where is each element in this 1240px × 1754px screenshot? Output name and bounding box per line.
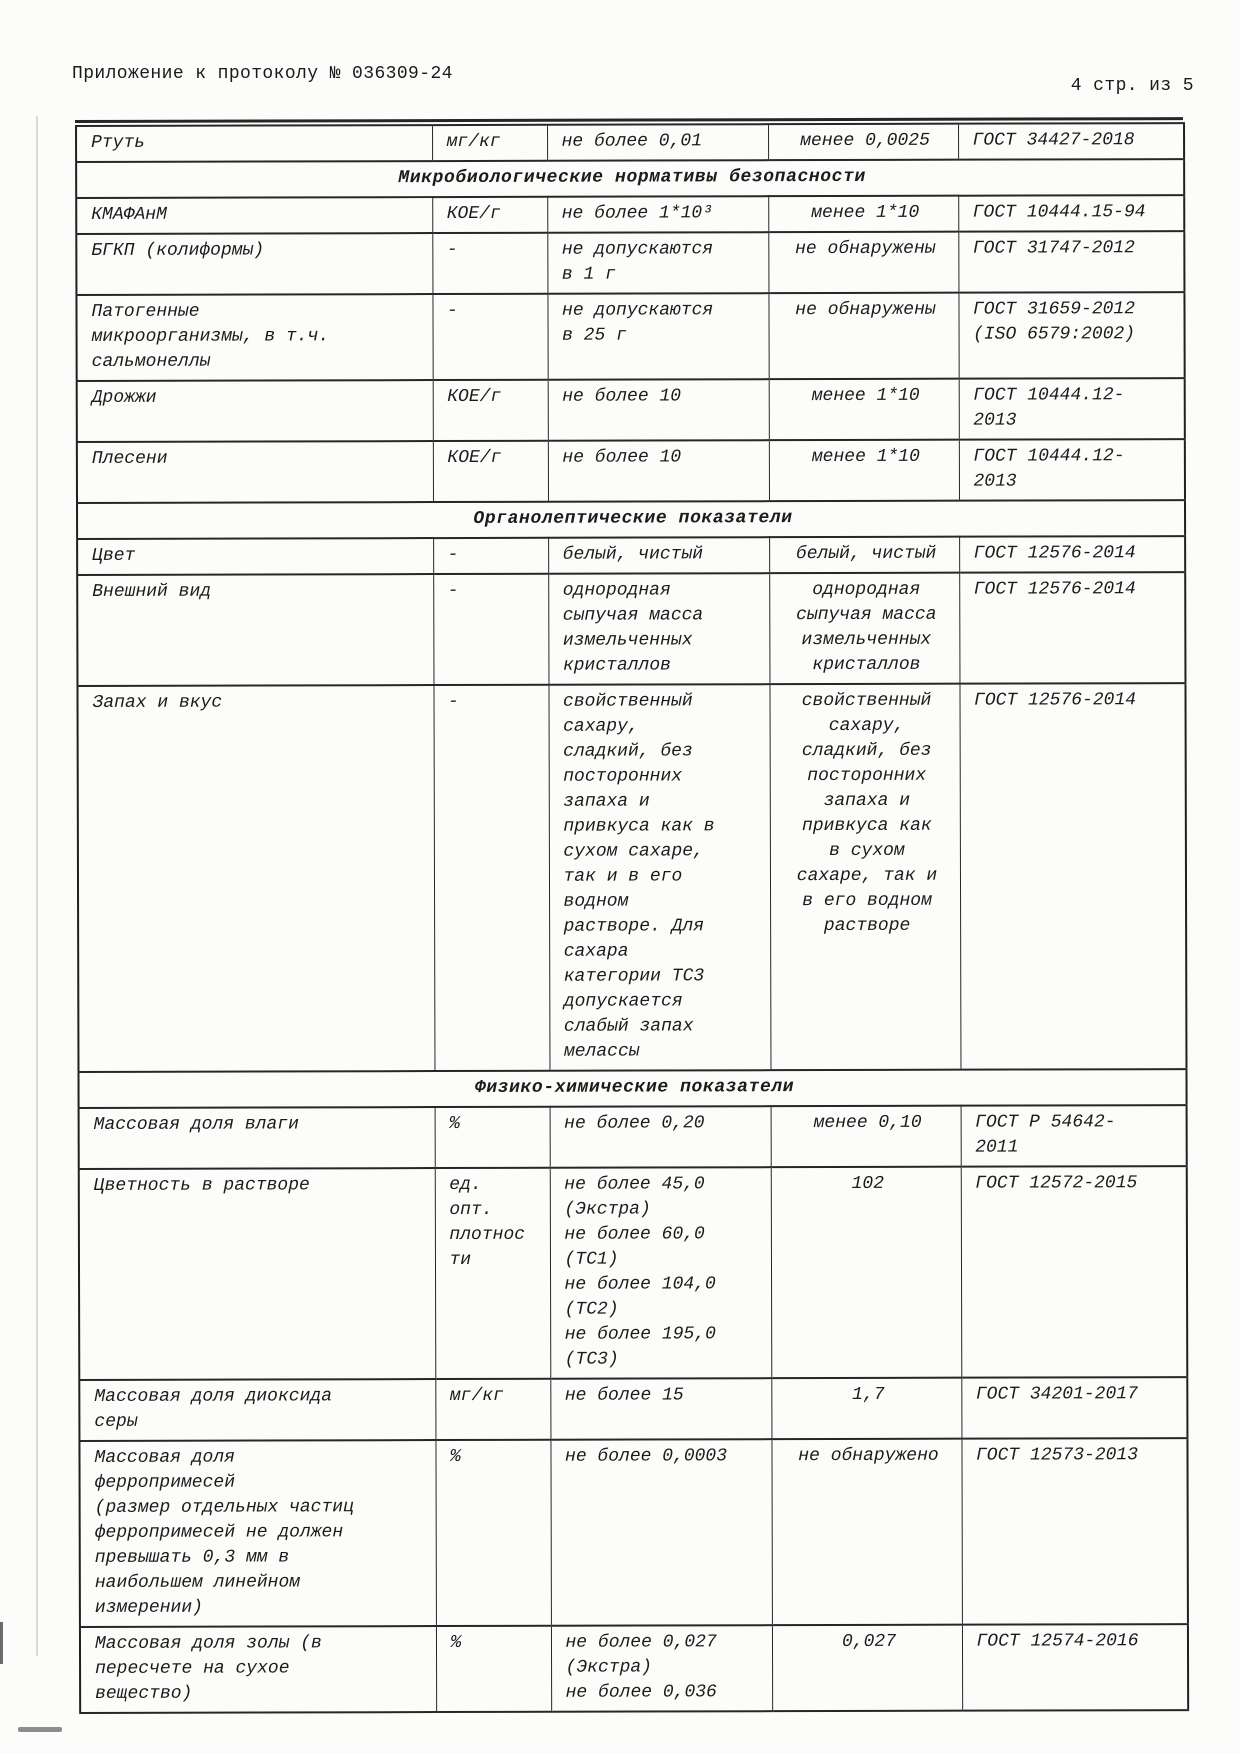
parameter-cell: Запах и вкус <box>77 685 434 1072</box>
method-cell: ГОСТ 12576-2014 <box>959 572 1185 684</box>
unit-cell: - <box>433 538 548 574</box>
result-cell: однородная сыпучая масса измельченных кристаллов <box>769 573 959 684</box>
parameter-cell: Плесени <box>77 441 433 503</box>
norm-cell: не более 0,0003 <box>550 1439 771 1626</box>
result-cell: менее 1*10 <box>769 440 959 501</box>
parameter-cell: Внешний вид <box>77 574 433 686</box>
result-cell: менее 1*10 <box>769 379 959 440</box>
norm-cell: белый, чистый <box>548 537 769 574</box>
table-row <box>79 1438 1187 1627</box>
section-header: Органолептические показатели <box>77 500 1185 539</box>
section-header: Физико-химические показатели <box>78 1069 1186 1108</box>
result-cell: не обнаружены <box>768 293 958 379</box>
results-table-body <box>76 123 1188 1713</box>
result-cell: свойственный сахару, сладкий, без посторонних запаха и привкуса как в сухом сахаре, так и в его водном растворе <box>769 684 960 1070</box>
result-cell: 1,7 <box>771 1378 961 1439</box>
scan-artifact-edge-tick <box>0 1622 3 1664</box>
norm-cell: свойственный сахару, сладкий, без посторонних запаха и привкуса как в сухом сахаре, так и в его водном растворе. Для сахара категории ТС3 допускается слабый запах мелассы <box>548 684 770 1071</box>
norm-cell: не допускаются в 25 г <box>547 293 768 380</box>
unit-cell: - <box>432 294 547 380</box>
method-cell: ГОСТ 12576-2014 <box>959 536 1185 573</box>
norm-cell: не более 0,20 <box>550 1106 771 1168</box>
result-cell: 0,027 <box>772 1625 962 1711</box>
method-cell: ГОСТ 10444.12- 2013 <box>959 378 1185 440</box>
result-cell: менее 0,0025 <box>768 124 958 160</box>
results-table-wrap <box>75 117 1187 1714</box>
unit-cell: % <box>435 1107 550 1168</box>
page-number: 4 стр. из 5 <box>1070 76 1194 96</box>
table-row <box>79 1166 1188 1380</box>
unit-cell: КОЕ/г <box>433 441 548 502</box>
table-row <box>76 231 1184 295</box>
result-cell: не обнаружено <box>771 1439 961 1625</box>
result-cell: менее 1*10 <box>768 196 958 232</box>
table-row <box>77 439 1185 503</box>
parameter-cell: Патогенные микроорганизмы, в т.ч. сальмонеллы <box>76 294 432 381</box>
result-cell: не обнаружены <box>768 232 958 293</box>
result-cell: менее 0,10 <box>771 1106 961 1167</box>
unit-cell: - <box>432 233 547 294</box>
norm-cell: не более 1*10³ <box>547 196 768 233</box>
parameter-cell: Ртуть <box>76 125 432 162</box>
parameter-cell: Массовая доля влаги <box>79 1107 435 1169</box>
norm-cell: не более 15 <box>550 1378 771 1440</box>
unit-cell: КОЕ/г <box>433 380 548 441</box>
method-cell: ГОСТ 12572-2015 <box>961 1166 1188 1378</box>
table-row <box>76 195 1184 234</box>
method-cell: ГОСТ 31659-2012 (ISO 6579:2002) <box>958 292 1184 379</box>
unit-cell: мг/кг <box>432 125 547 161</box>
norm-cell: не более 10 <box>548 379 769 441</box>
table-row <box>77 572 1185 686</box>
scan-artifact-left-margin-line <box>36 116 38 1656</box>
parameter-cell: Массовая доля золы (в пересчете на сухое вещество) <box>80 1626 436 1713</box>
unit-cell: % <box>436 1626 551 1712</box>
section-header: Микробиологические нормативы безопасности <box>76 159 1184 198</box>
parameter-cell: КМАФАнМ <box>76 197 432 234</box>
method-cell: ГОСТ 34201-2017 <box>961 1377 1187 1439</box>
table-row <box>79 1377 1187 1441</box>
method-cell: ГОСТ 12576-2014 <box>959 683 1186 1070</box>
norm-cell: не более 10 <box>548 440 769 502</box>
table-row <box>76 123 1184 162</box>
method-cell: ГОСТ 12574-2016 <box>962 1624 1188 1711</box>
method-cell: ГОСТ 31747-2012 <box>958 231 1184 293</box>
results-table <box>75 122 1189 1714</box>
method-cell: ГОСТ Р 54642- 2011 <box>961 1105 1187 1167</box>
norm-cell: не допускаются в 1 г <box>547 232 768 294</box>
parameter-cell: БГКП (колиформы) <box>76 233 432 295</box>
result-cell: 102 <box>771 1167 962 1378</box>
scan-artifact-bottom-dash <box>18 1727 62 1732</box>
result-cell: белый, чистый <box>769 537 959 573</box>
norm-cell: не более 45,0 (Экстра) не более 60,0 (ТС1) не более 104,0 (ТС2) не более 195,0 (ТС3) <box>550 1167 772 1379</box>
header-title: Приложение к протоколу № 036309-24 <box>72 64 453 84</box>
parameter-cell: Цветность в растворе <box>79 1168 436 1380</box>
unit-cell: КОЕ/г <box>432 197 547 233</box>
method-cell: ГОСТ 34427-2018 <box>958 123 1184 160</box>
section-row <box>76 159 1184 198</box>
table-row <box>80 1624 1188 1713</box>
table-row <box>77 683 1186 1072</box>
norm-cell: не более 0,027 (Экстра) не более 0,036 <box>551 1625 772 1712</box>
method-cell: ГОСТ 10444.12- 2013 <box>959 439 1185 501</box>
unit-cell: ед. опт. плотнос ти <box>435 1168 551 1379</box>
parameter-cell: Дрожжи <box>77 380 433 442</box>
parameter-cell: Массовая доля диоксида серы <box>79 1379 435 1441</box>
section-row <box>77 500 1185 539</box>
unit-cell: - <box>433 574 548 685</box>
method-cell: ГОСТ 12573-2013 <box>961 1438 1187 1625</box>
unit-cell: - <box>433 685 549 1071</box>
section-row <box>78 1069 1186 1108</box>
unit-cell: мг/кг <box>435 1379 550 1440</box>
table-row <box>77 378 1185 442</box>
norm-cell: не более 0,01 <box>547 124 768 161</box>
table-row <box>77 536 1185 575</box>
method-cell: ГОСТ 10444.15-94 <box>958 195 1184 232</box>
norm-cell: однородная сыпучая масса измельченных кристаллов <box>548 573 769 685</box>
table-row <box>79 1105 1187 1169</box>
parameter-cell: Массовая доля ферропримесей (размер отдельных частиц ферропримесей не должен превышать 0,3 мм в наибольшем линейном измерении) <box>79 1440 435 1627</box>
parameter-cell: Цвет <box>77 538 433 575</box>
unit-cell: % <box>435 1440 550 1626</box>
table-row <box>76 292 1184 381</box>
